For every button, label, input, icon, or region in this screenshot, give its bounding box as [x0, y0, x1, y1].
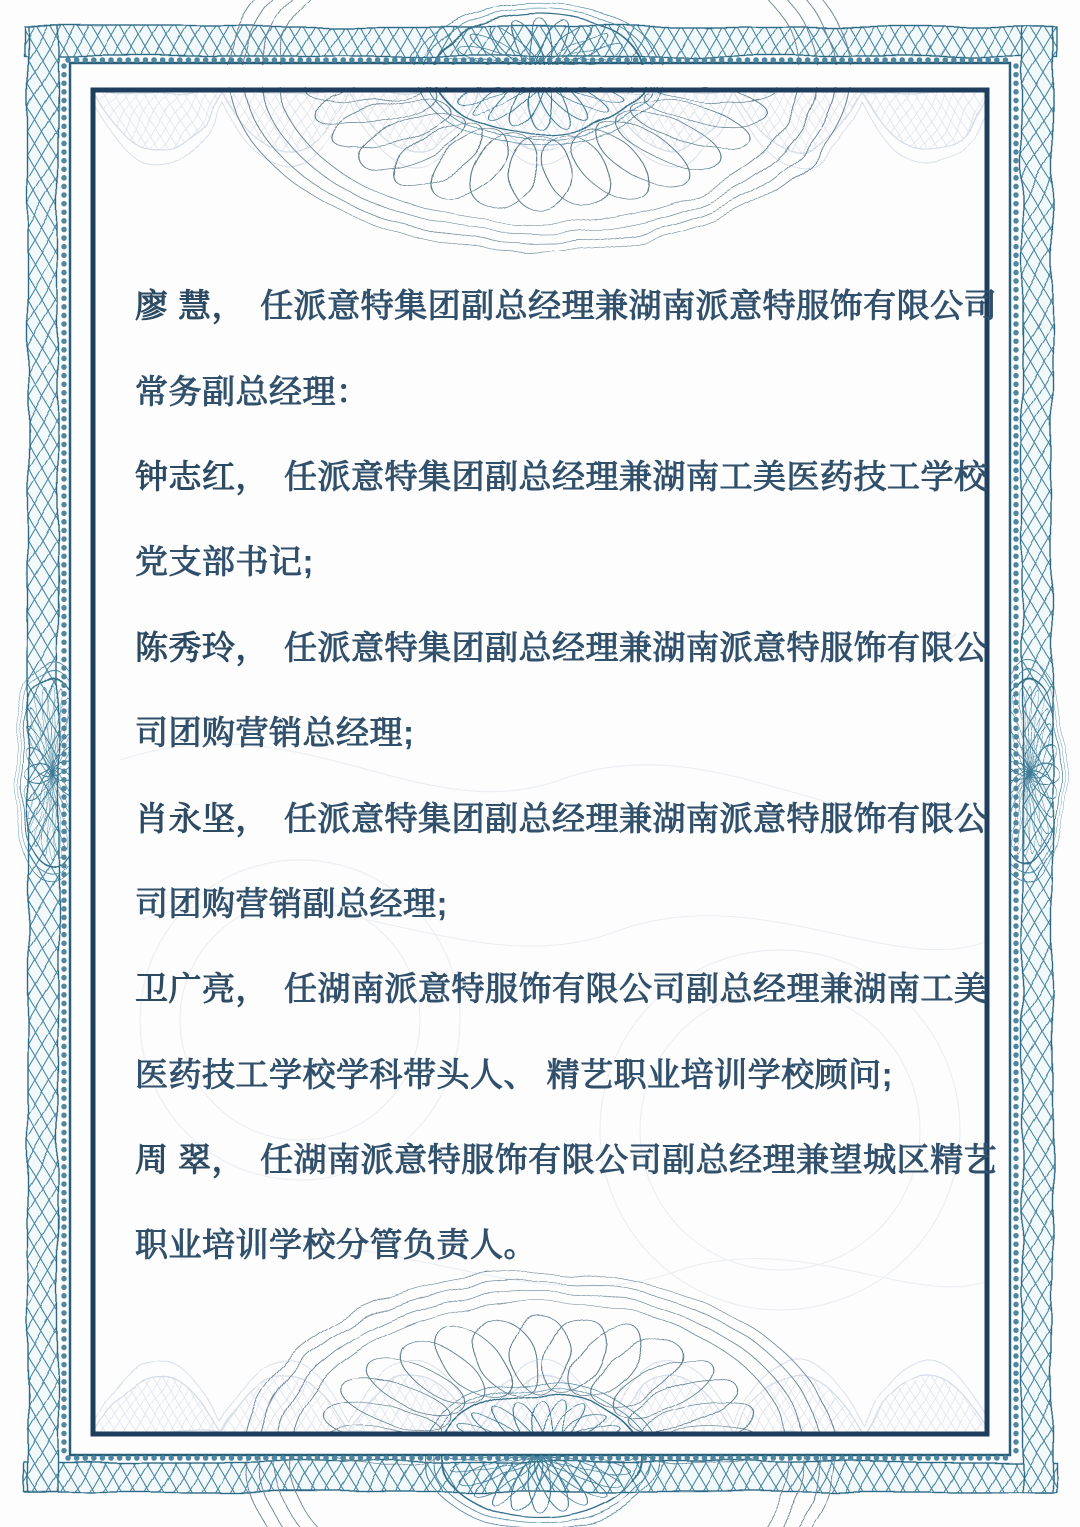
appointee-name: 廖 慧， [135, 287, 246, 325]
appointment-line [135, 517, 1015, 602]
appointment-line [135, 603, 1015, 688]
appointment-line [135, 261, 1015, 346]
appointment-text-line: 司团购营销总经理; [135, 714, 415, 752]
appointment-text-line: 任派意特集团副总经理兼湖南派意特服饰有限公 [284, 628, 988, 666]
appointment-line [135, 346, 1015, 431]
appointee-name: 肖永坚， [135, 799, 269, 837]
appointment-line [135, 1200, 1015, 1285]
appointment-line [135, 688, 1015, 773]
appointment-text-line: 任派意特集团副总经理兼湖南派意特服饰有限公司 [260, 287, 998, 325]
appointment-text-line: 司团购营销副总经理; [135, 884, 448, 922]
appointee-name: 卫广亮， [135, 970, 269, 1008]
appointment-text-line: 职业培训学校分管负责人。 [135, 1226, 537, 1264]
appointment-line [135, 1030, 1015, 1115]
appointment-line [135, 432, 1015, 517]
appointment-text-line: 任湖南派意特服饰有限公司副总经理兼望城区精艺 [260, 1141, 998, 1179]
appointee-name: 钟志红， [135, 457, 269, 495]
appointment-text-line: 任派意特集团副总经理兼湖南工美医药技工学校 [284, 457, 988, 495]
appointment-line [135, 944, 1015, 1029]
appointment-text-line: 医药技工学校学科带头人、 精艺职业培训学校顾问; [135, 1055, 894, 1093]
appointment-text-line: 任派意特集团副总经理兼湖南派意特服饰有限公 [284, 799, 988, 837]
appointments-text [135, 261, 1015, 1286]
appointee-name: 陈秀玲， [135, 628, 269, 666]
appointment-text-line: 党支部书记; [135, 543, 314, 581]
appointment-line [135, 1115, 1015, 1200]
appointee-name: 周 翠， [135, 1141, 246, 1179]
appointment-text-line: 常务副总经理： [135, 372, 370, 410]
appointment-line [135, 773, 1015, 858]
appointment-text-line: 任湖南派意特服饰有限公司副总经理兼湖南工美 [284, 970, 988, 1008]
appointment-line [135, 859, 1015, 944]
